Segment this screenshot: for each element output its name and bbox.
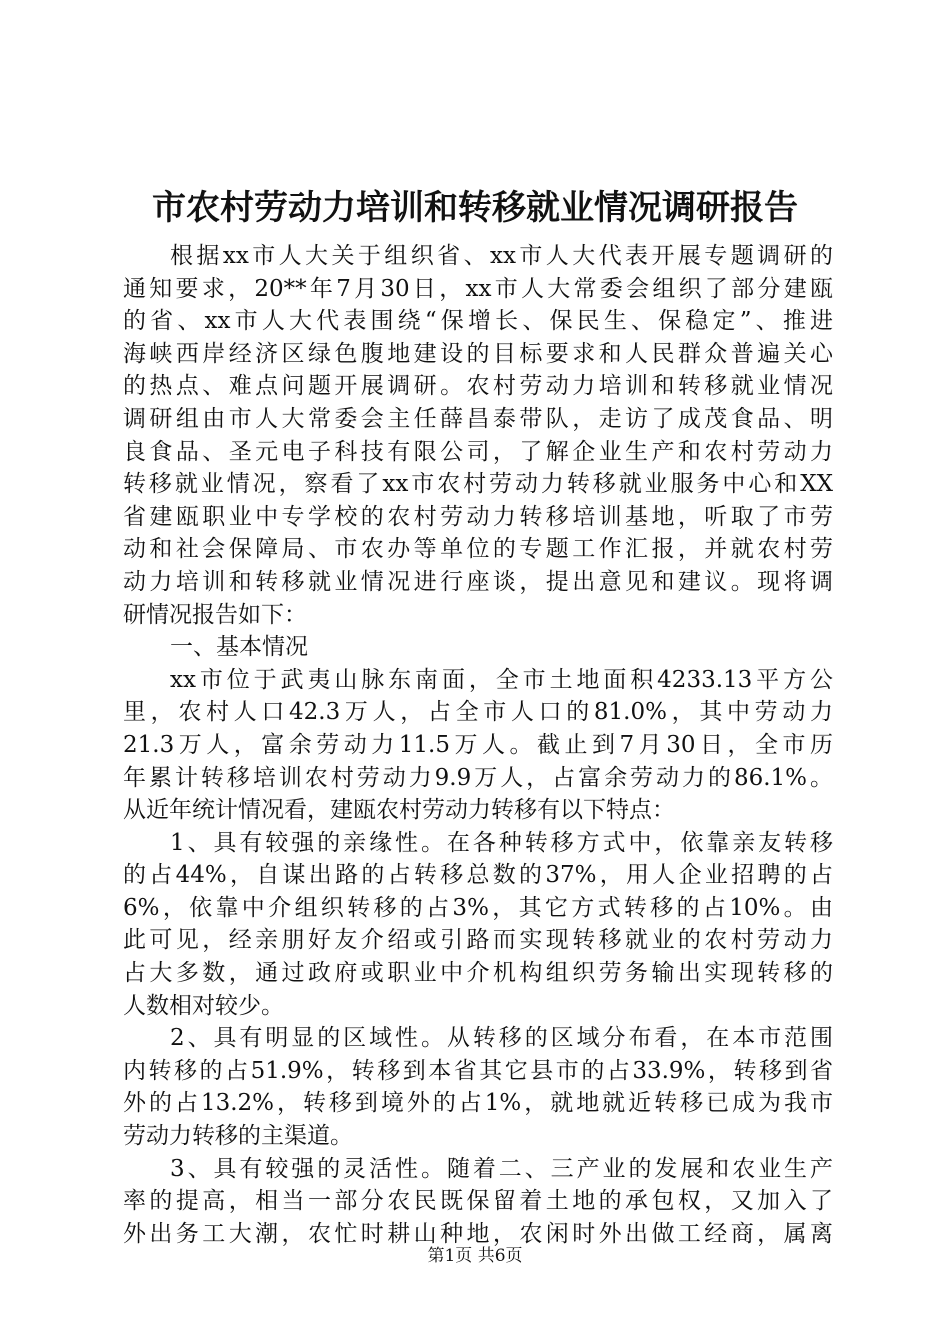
paragraph-line: 转移就业情况，察看了xx市农村劳动力转移就业服务中心和XX (123, 471, 833, 498)
paragraph-line: 的热点、难点问题开展调研。农村劳动力培训和转移就业情况 (123, 373, 833, 400)
paragraph-line: xx市位于武夷山脉东南面，全市土地面积4233.13平方公 (170, 666, 833, 693)
paragraph-line: 率的提高，相当一部分农民既保留着土地的承包权，又加入了 (123, 1188, 833, 1215)
paragraph-line: 的省、xx市人大代表围绕“保增长、保民生、保稳定”、推进 (123, 308, 833, 335)
paragraph-line: 调研组由市人大常委会主任薛昌泰带队，走访了成茂食品、明 (123, 405, 833, 432)
paragraph-line: 外出务工大潮，农忙时耕山种地，农闲时外出做工经商，属离 (123, 1220, 833, 1247)
paragraph-line: 海峡西岸经济区绿色腹地建设的目标要求和人民群众普遍关心 (123, 340, 833, 367)
paragraph-line: 动和社会保障局、市农办等单位的专题工作汇报，并就农村劳 (123, 536, 833, 563)
document-title: 市农村劳动力培训和转移就业情况调研报告 (152, 188, 798, 228)
paragraph-line: 内转移的占51.9%，转移到本省其它县市的占33.9%，转移到省 (123, 1057, 833, 1084)
paragraph-line: 研情况报告如下： (123, 601, 307, 628)
paragraph-line: 外的占13.2%，转移到境外的占1%，就地就近转移已成为我市 (123, 1090, 833, 1117)
paragraph-line: 动力培训和转移就业情况进行座谈，提出意见和建议。现将调 (123, 568, 833, 595)
paragraph-line: 3、具有较强的灵活性。随着二、三产业的发展和农业生产 (170, 1155, 833, 1182)
paragraph-line: 21.3万人，富余劳动力11.5万人。截止到7月30日，全市历 (123, 731, 833, 758)
paragraph-line: 从近年统计情况看，建瓯农村劳动力转移有以下特点： (123, 797, 675, 824)
paragraph-line: 良食品、圣元电子科技有限公司，了解企业生产和农村劳动力 (123, 438, 833, 465)
paragraph-line: 人数相对较少。 (123, 992, 284, 1019)
paragraph-line: 劳动力转移的主渠道。 (123, 1123, 353, 1150)
paragraph-line: 此可见，经亲朋好友介绍或引路而实现转移就业的农村劳动力 (123, 927, 833, 954)
page-number: 第1页 共6页 (427, 1246, 523, 1266)
paragraph-line: 2、具有明显的区域性。从转移的区域分布看，在本市范围 (170, 1025, 833, 1052)
paragraph-line: 年累计转移培训农村劳动力9.9万人，占富余劳动力的86.1%。 (123, 764, 833, 791)
paragraph-line: 里，农村人口42.3万人，占全市人口的81.0%，其中劳动力 (123, 699, 833, 726)
paragraph-line: 的占44%，自谋出路的占转移总数的37%，用人企业招聘的占 (123, 862, 833, 889)
document-body (123, 240, 833, 1250)
paragraph-line: 通知要求，20**年7月30日，xx市人大常委会组织了部分建瓯 (123, 275, 833, 302)
paragraph-line: 省建瓯职业中专学校的农村劳动力转移培训基地，听取了市劳 (123, 503, 833, 530)
paragraph-line: 6%，依靠中介组织转移的占3%，其它方式转移的占10%。由 (123, 894, 833, 921)
paragraph-line: 根据xx市人大关于组织省、xx市人大代表开展专题调研的 (170, 243, 833, 269)
paragraph-line: 1、具有较强的亲缘性。在各种转移方式中，依靠亲友转移 (170, 829, 833, 856)
section-heading: 一、基本情况 (170, 634, 308, 661)
paragraph-line: 占大多数，通过政府或职业中介机构组织劳务输出实现转移的 (123, 960, 833, 987)
